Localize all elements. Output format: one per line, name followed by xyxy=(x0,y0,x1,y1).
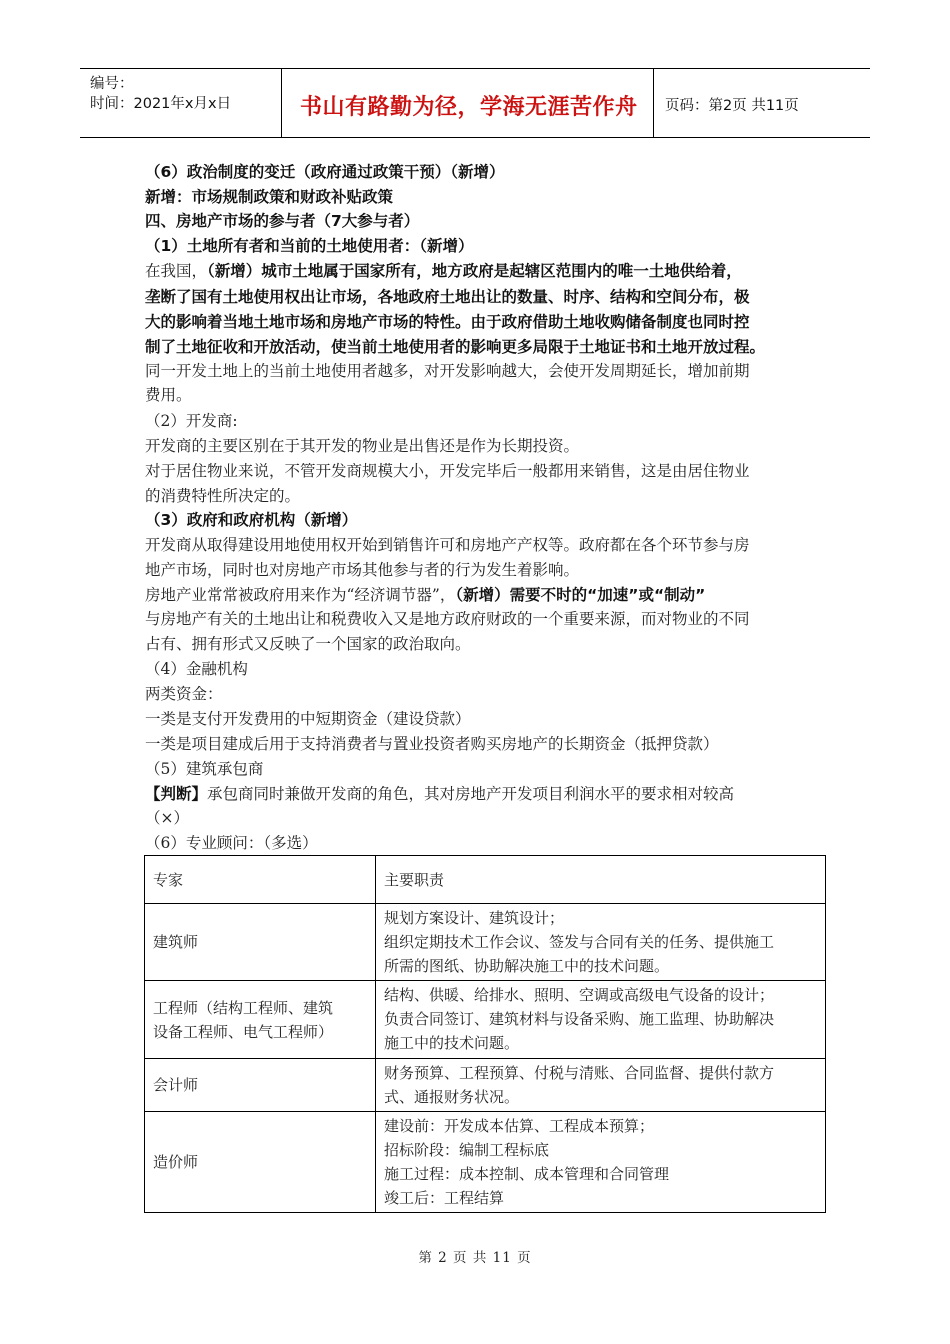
duty-line: 规划方案设计、建筑设计； xyxy=(384,909,565,927)
paragraph-line: 制了土地征收和开放活动，使当前土地使用者的影响更多局限于土地证书和土地开放过程。 xyxy=(145,338,766,356)
paragraph-lead: 房地产业常常被政府用来作为“经济调节器”， xyxy=(145,586,456,604)
consultants-table xyxy=(144,855,826,1213)
duty-line: 财务预算、工程预算、付税与清账、合同监督、提供付款方 xyxy=(384,1064,775,1082)
paragraph-line xyxy=(145,586,705,604)
paragraph-line: 的消费特性所决定的。 xyxy=(145,487,301,505)
paragraph-line: 对于居住物业来说，不管开发商规模大小，开发完毕后一般都用来销售，这是由居住物业 xyxy=(145,462,750,480)
paragraph-rest: 承包商同时兼做开发商的角色，其对房地产开发项目利润水平的要求相对较高 xyxy=(207,785,735,803)
duties-cell xyxy=(376,1112,826,1213)
role-cell xyxy=(145,1112,376,1213)
duty-line: 施工中的技术问题。 xyxy=(384,1034,520,1052)
header-motto: 书山有路勤为径，学海无涯苦作舟 xyxy=(300,95,638,120)
role-line: 造价师 xyxy=(153,1153,199,1171)
table-row xyxy=(145,904,826,981)
table-header-cell: 专家 xyxy=(145,856,376,904)
role-cell xyxy=(145,981,376,1059)
paragraph-line: 占有、拥有形式又反映了一个国家的政治取向。 xyxy=(145,635,471,653)
paragraph-line xyxy=(145,262,742,280)
paragraph-line: 一类是支付开发费用的中短期资金（建设贷款） xyxy=(145,710,471,728)
doc-code-label: 编号： xyxy=(90,76,134,92)
duty-line: 组织定期技术工作会议、签发与合同有关的任务、提供施工 xyxy=(384,933,775,951)
sub-heading-contractor: （5）建筑承包商 xyxy=(145,760,264,778)
paragraph-line: 大的影响着当地土地市场和房地产市场的特性。由于政府借助土地收购储备制度也同时控 xyxy=(145,313,750,331)
duty-line: 竣工后：工程结算 xyxy=(384,1189,505,1207)
paragraph-line: 两类资金： xyxy=(145,685,223,703)
new-policy-line: 新增：市场规制政策和财政补贴政策 xyxy=(145,188,394,206)
section-heading-participants: 四、房地产市场的参与者（7大参与者） xyxy=(145,212,420,230)
role-line: 设备工程师、电气工程师） xyxy=(153,1022,334,1041)
paragraph-line: 同一开发土地上的当前土地使用者越多，对开发影响越大，会使开发周期延长，增加前期 xyxy=(145,362,750,380)
duty-line: 建设前：开发成本估算、工程成本预算； xyxy=(384,1117,655,1135)
duty-line: 施工过程：成本控制、成本管理和合同管理 xyxy=(384,1165,670,1183)
doc-time-label: 时间：2021年x月x日 xyxy=(90,96,232,112)
sub-heading-finance: （4）金融机构 xyxy=(145,660,248,678)
table-row xyxy=(145,1112,826,1213)
paragraph-line: 开发商的主要区别在于其开发的物业是出售还是作为长期投资。 xyxy=(145,437,580,455)
paragraph-lead: 在我国， xyxy=(145,262,208,280)
paragraph-line: 开发商从取得建设用地使用权开始到销售许可和房地产产权等。政府都在各个环节参与房 xyxy=(145,536,750,554)
paragraph-bold: （新增）城市土地属于国家所有，地方政府是起辖区范围内的唯一土地供给着， xyxy=(207,262,742,280)
sub-heading-developer: （2）开发商: xyxy=(145,412,238,430)
table-header-cell: 主要职责 xyxy=(376,856,826,904)
paragraph-line: 费用。 xyxy=(145,386,192,404)
duty-line: 负责合同签订、建筑材料与设备采购、施工监理、协助解决 xyxy=(384,1010,775,1028)
sub-heading-land-owners: （1）土地所有者和当前的土地使用者：（新增） xyxy=(145,237,474,255)
page-number-label: 页码：第2页 共11页 xyxy=(665,98,799,114)
paragraph-line: 地产市场，同时也对房地产市场其他参与者的行为发生着影响。 xyxy=(145,561,580,579)
page-footer: 第 2 页 共 11 页 xyxy=(418,1250,532,1266)
role-line: 会计师 xyxy=(153,1076,199,1094)
duty-line: 式、通报财务状况。 xyxy=(384,1088,520,1106)
heading-political-change: （6）政治制度的变迁（政府通过政策干预）（新增） xyxy=(145,163,505,181)
role-line: 工程师（结构工程师、建筑 xyxy=(153,998,334,1017)
table-row xyxy=(145,981,826,1059)
duties-cell xyxy=(376,981,826,1059)
sub-heading-government: （3）政府和政府机构（新增） xyxy=(145,511,358,529)
duty-line: 结构、供暖、给排水、照明、空调或高级电气设备的设计； xyxy=(384,986,775,1004)
judgement-tag: 【判断】 xyxy=(145,785,208,803)
duty-line: 招标阶段：编制工程标底 xyxy=(384,1141,550,1159)
sub-heading-consultants: （6）专业顾问：（多选） xyxy=(145,834,318,852)
role-cell xyxy=(145,1059,376,1112)
duties-cell xyxy=(376,904,826,981)
duty-line: 所需的图纸、协助解决施工中的技术问题。 xyxy=(384,957,670,975)
header-divider xyxy=(281,69,282,137)
paragraph-line xyxy=(145,785,734,803)
header-divider xyxy=(653,69,654,137)
paragraph-bold: （新增）需要不时的“加速”或“制动” xyxy=(455,586,706,604)
paragraph-line: 垄断了国有土地使用权出让市场，各地政府土地出让的数量、时序、结构和空间分布，极 xyxy=(145,288,750,306)
table-header-row xyxy=(145,856,826,904)
role-line: 建筑师 xyxy=(153,933,199,951)
judgement-answer: （×） xyxy=(145,809,189,827)
table-row xyxy=(145,1059,826,1112)
paragraph-line: 一类是项目建成后用于支持消费者与置业投资者购买房地产的长期资金（抵押贷款） xyxy=(145,735,719,753)
role-cell xyxy=(145,904,376,981)
duties-cell xyxy=(376,1059,826,1112)
paragraph-line: 与房地产有关的土地出让和税费收入又是地方政府财政的一个重要来源，而对物业的不同 xyxy=(145,610,750,628)
